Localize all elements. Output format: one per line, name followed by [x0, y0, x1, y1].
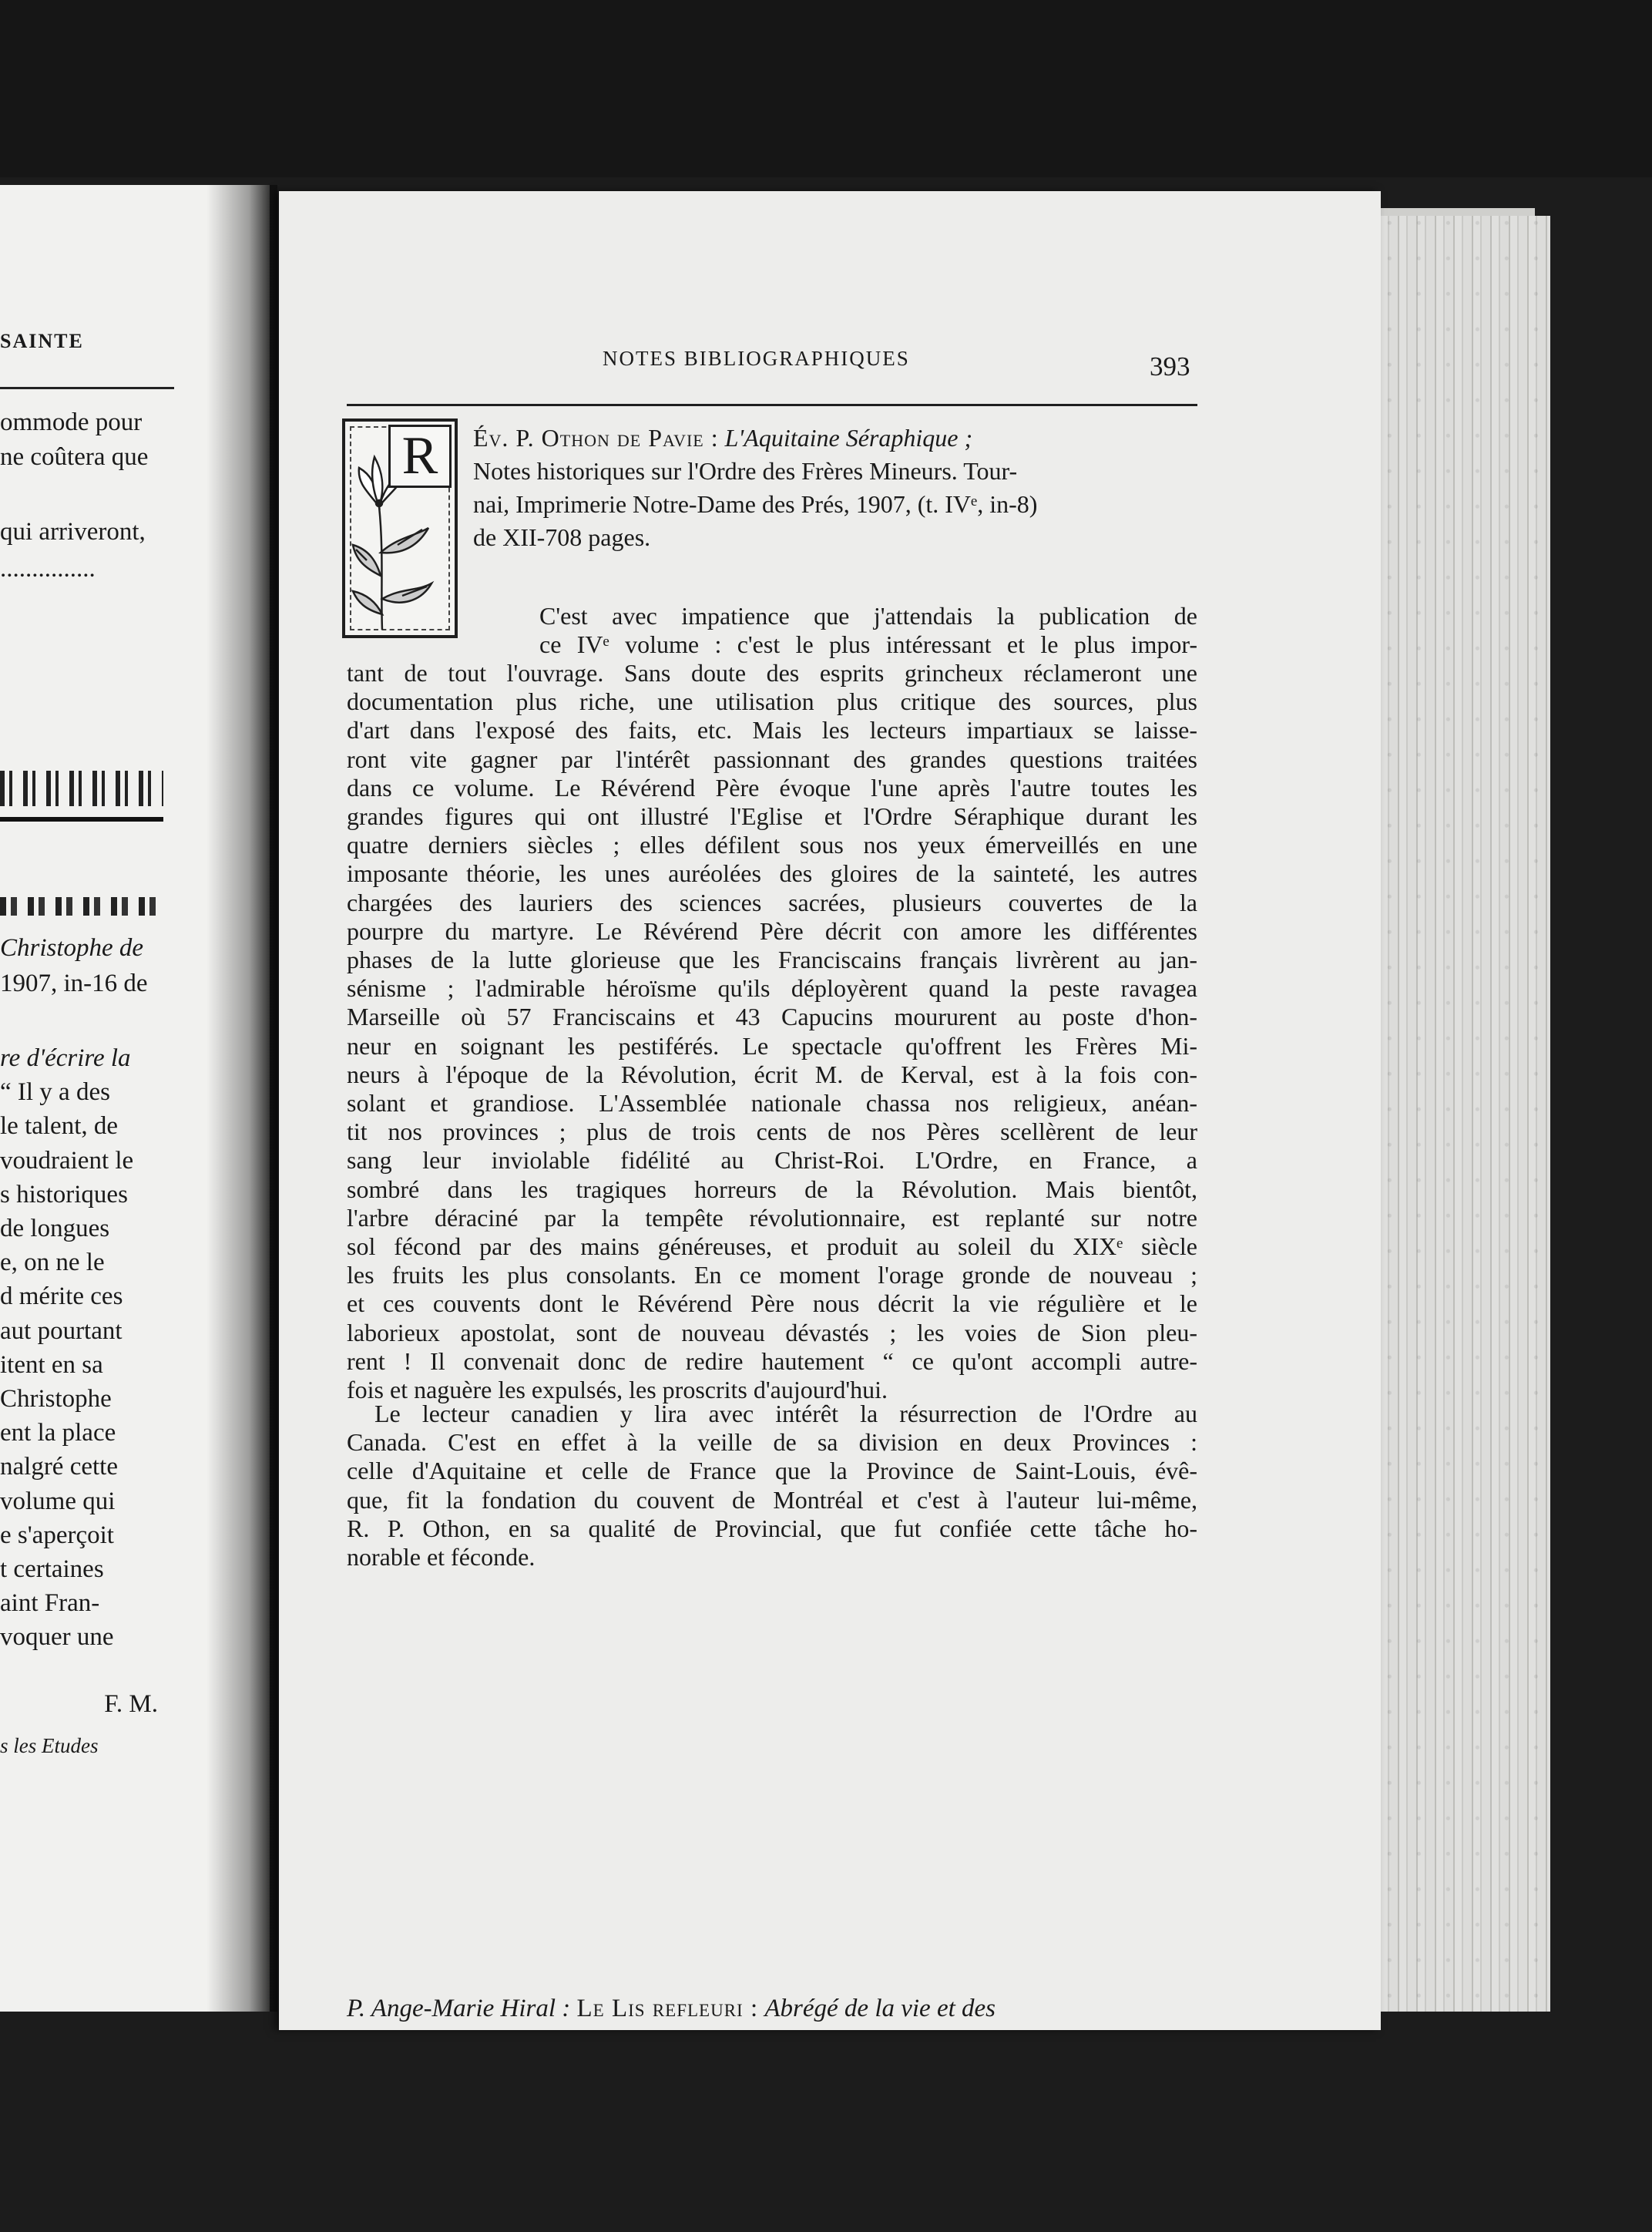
text-line: laborieux apostolat, sont de nouveau dévastés ; les voies de Sion pleu- — [347, 1318, 1197, 1346]
left-line: Christophe — [0, 1385, 112, 1413]
left-head-rule — [0, 387, 174, 389]
left-line: le talent, de — [0, 1112, 119, 1141]
initial-letter: R — [401, 426, 438, 486]
left-footer: s les Etudes — [0, 1734, 99, 1757]
text-line: phases de la lutte glorieuse que les Franciscains français livrèrent au jan- — [347, 946, 1197, 974]
text-line: Canada. C'est en effet à la veille de sa division en deux Provinces : — [347, 1428, 1197, 1457]
page-number: 393 — [1150, 351, 1190, 382]
text-line: les fruits les plus consolants. En ce moment l'orage gronde de nouveau ; — [347, 1261, 1197, 1289]
ornament-band-small — [0, 897, 163, 916]
ornament-band — [0, 771, 163, 806]
left-line: d mérite ces — [0, 1282, 123, 1311]
left-line: itent en sa — [0, 1350, 103, 1379]
text-line: R. P. Othon, en sa qualité de Provincial, que fut confiée cette tâche ho- — [347, 1514, 1197, 1542]
ornament-rule — [0, 817, 163, 822]
intro-line: nai, Imprimerie Notre-Dame des Prés, 1907, (t. IVᵉ, in-8) — [473, 490, 1038, 518]
paragraph-2 — [347, 1400, 1197, 1571]
left-line: e s'aperçoit — [0, 1521, 114, 1549]
text-line: tant de tout l'ouvrage. Sans doute des esprits grincheux réclameront une — [347, 659, 1197, 687]
text-line: neurs à l'époque de la Révolution, écrit M. de Kerval, est à la fois con- — [347, 1060, 1197, 1088]
text-line: ront vite gagner par l'intérêt passionnant des grandes questions traitées — [347, 745, 1197, 773]
text-line: quatre derniers siècles ; elles défilent sous nos yeux émerveillés en une — [347, 831, 1197, 859]
text-line: et ces couvents dont le Révérend Père nous décrit la vie régulière et le — [347, 1289, 1197, 1318]
left-line: aut pourtant — [0, 1316, 123, 1345]
text-line: l'arbre déraciné par la tempête révolutionnaire, est replanté sur notre — [347, 1203, 1197, 1232]
text-line: sénisme ; l'admirable héroïsme qu'ils déployèrent quand la peste ravagea — [347, 974, 1197, 1003]
left-line: s historiques — [0, 1180, 128, 1208]
page-stack-texture — [1381, 216, 1550, 2012]
left-line: ne coûtera que — [0, 443, 149, 471]
head-rule — [347, 404, 1197, 406]
text-line: ce IVᵉ volume : c'est le plus intéressant et le plus impor- — [539, 630, 1197, 659]
paragraph-1-head — [539, 602, 1197, 659]
text-line: fois et naguère les expulsés, les proscrits d'aujourd'hui. — [347, 1376, 888, 1404]
left-line: ommode pour — [0, 408, 143, 436]
initial-letter-box — [388, 425, 452, 488]
gutter-shadow — [206, 185, 277, 2012]
text-line: que, fit la fondation du couvent de Montréal et c'est à l'auteur lui-même, — [347, 1485, 1197, 1514]
text-line: rent ! Il convenait donc de redire hautement “ ce qu'ont accompli autre- — [347, 1346, 1197, 1375]
text-line: neur en soignant les pestiférés. Le spectacle qu'offrent les Frères Mi- — [347, 1031, 1197, 1060]
left-line: re d'écrire la — [0, 1044, 131, 1072]
text-line: chargées des lauriers des sciences sacrées, plusieurs couvertes de la — [347, 888, 1197, 916]
text-line: C'est avec impatience que j'attendais la publication de — [539, 602, 1197, 630]
left-line: voquer une — [0, 1623, 114, 1652]
text-line: sombré dans les tragiques horreurs de la Révolution. Mais bientôt, — [347, 1175, 1197, 1203]
left-line: Christophe de — [0, 934, 144, 962]
next-entry-title: Le Lis refleuri : — [576, 1995, 759, 2022]
next-entry-line — [347, 1995, 1197, 2023]
text-line: Marseille où 57 Franciscains et 43 Capucins moururent au poste d'hon- — [347, 1003, 1197, 1031]
text-line: celle d'Aquitaine et celle de France que la Province de Saint-Louis, évê- — [347, 1457, 1197, 1485]
text-line: tit nos provinces ; plus de trois cents de nos Pères scellèrent de leur — [347, 1118, 1197, 1146]
left-line: aint Fran- — [0, 1589, 100, 1618]
text-line: documentation plus riche, une utilisation plus critique des sources, plus — [347, 687, 1197, 716]
decorated-initial — [342, 418, 458, 638]
text-line: pourpre du martyre. Le Révérend Père décrit con amore les différentes — [347, 916, 1197, 945]
left-line: e, on ne le — [0, 1249, 105, 1277]
intro-line: de XII-708 pages. — [473, 523, 651, 551]
intro-title: L'Aquitaine Séraphique ; — [724, 424, 973, 452]
left-line: nalgré cette — [0, 1453, 118, 1481]
text-line: sol fécond par des mains généreuses, et produit au soleil du XIXᵉ siècle — [347, 1232, 1197, 1261]
intro-line-1 — [473, 424, 972, 452]
text-line: dans ce volume. Le Révérend Père évoque l'une après l'autre toutes les — [347, 773, 1197, 802]
left-line: 1907, in-16 de — [0, 970, 148, 997]
left-line: ............... — [0, 555, 96, 583]
next-entry-subtitle: Abrégé de la vie et des — [764, 1995, 996, 2022]
left-line: t certaines — [0, 1555, 104, 1583]
left-signature: F. M. — [104, 1690, 158, 1718]
intro-line: Notes historiques sur l'Ordre des Frères Mineurs. Tour- — [473, 457, 1018, 485]
left-line: ent la place — [0, 1419, 116, 1447]
left-line: “ Il y a des — [0, 1078, 110, 1107]
running-head: NOTES BIBLIOGRAPHIQUES — [603, 347, 910, 370]
right-page — [279, 191, 1381, 2030]
text-line: solant et grandiose. L'Assemblée nationale chassa nos religieux, anéan- — [347, 1089, 1197, 1118]
left-line: qui arriveront, — [0, 518, 146, 546]
background — [0, 0, 1652, 177]
left-running-head: SAINTE — [0, 330, 84, 352]
text-line: grandes figures qui ont illustré l'Eglise et l'Ordre Séraphique durant les — [347, 802, 1197, 831]
text-line: d'art dans l'exposé des faits, etc. Mais les lecteurs impartiaux se laisse- — [347, 716, 1197, 745]
text-line: sang leur inviolable fidélité au Christ-Roi. L'Ordre, en France, a — [347, 1146, 1197, 1175]
text-line: imposante théorie, les unes auréolées des gloires de la sainteté, les autres — [347, 859, 1197, 888]
left-line: de longues — [0, 1215, 110, 1242]
paragraph-1-body — [347, 659, 1197, 1404]
text-line: Le lecteur canadien y lira avec intérêt la résurrection de l'Ordre au — [374, 1400, 1197, 1427]
intro-author: Év. P. Othon de Pavie : — [473, 424, 719, 452]
left-line: volume qui — [0, 1487, 116, 1515]
next-entry-author: P. Ange-Marie Hiral : — [347, 1995, 571, 2022]
left-line: voudraient le — [0, 1146, 134, 1175]
text-line: norable et féconde. — [347, 1543, 536, 1571]
